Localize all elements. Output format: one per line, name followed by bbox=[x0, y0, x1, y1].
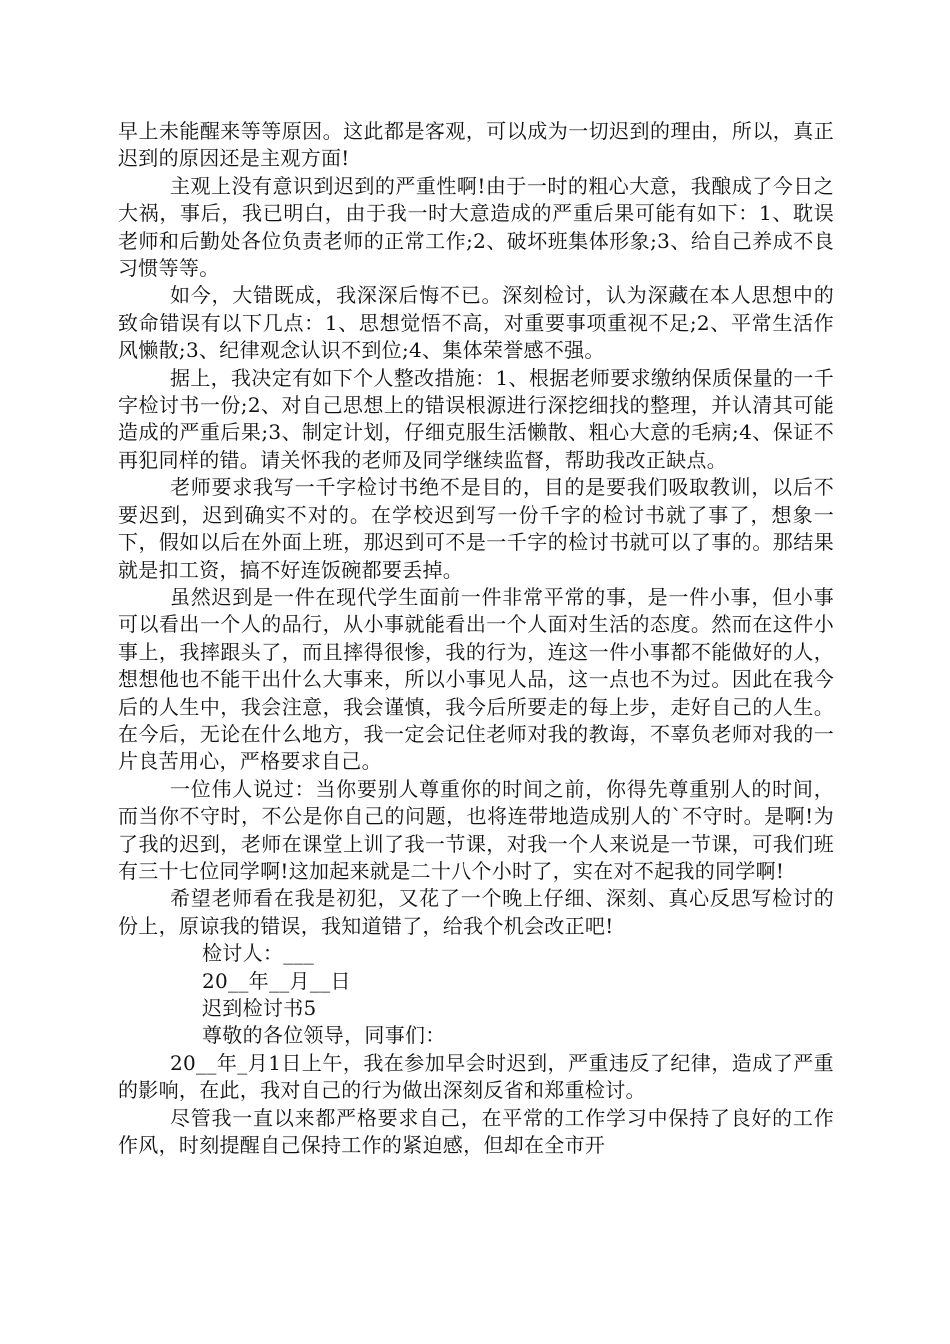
body-paragraph: 主观上没有意识到迟到的严重性啊!由于一时的粗心大意，我酿成了今日之大祸，事后，我已明白，由于我一时大意造成的严重后果可能有如下：1、耽误老师和后勤处各位负责老师的正常工作;2、破坏班集体形象;3、给自己养成不良习惯等等。 bbox=[118, 173, 834, 281]
section-title: 迟到检讨书5 bbox=[202, 996, 317, 1020]
body-paragraph: 20__年_月1日上午，我在参加早会时迟到，严重违反了纪律，造成了严重的影响，在此，我对自己的行为做出深刻反省和郑重检讨。 bbox=[118, 1050, 834, 1103]
date-line: 20__年__月__日 bbox=[202, 968, 351, 993]
document-page bbox=[118, 118, 834, 1159]
body-paragraph: 早上未能醒来等等原因。这此都是客观，可以成为一切迟到的理由，所以，真正迟到的原因还是主观方面! bbox=[118, 119, 834, 171]
signature-line: 检讨人：___ bbox=[202, 941, 315, 966]
body-paragraph: 一位伟人说过：当你要别人尊重你的时间之前，你得先尊重别人的时间，而当你不守时，不公是你自己的问题，也将连带地造成别人的`不守时。是啊!为了我的迟到，老师在课堂上训了我一节课，对我一个人来说是一节课，可我们班有三十七位同学啊!这加起来就是二十八个小时了，实在对不起我的同学啊! bbox=[118, 776, 834, 883]
body-paragraph: 据上，我决定有如下个人整改措施：1、根据老师要求缴纳保质保量的一千字检讨书一份;2、对自己思想上的错误根源进行深挖细找的整理，并认清其可能造成的严重后果;3、制定计划，仔细克服生活懒散、粗心大意的毛病;4、保证不再犯同样的错。请关怀我的老师及同学继续监督，帮助我改正缺点。 bbox=[118, 365, 834, 472]
salutation: 尊敬的各位领导，同事们： bbox=[202, 1023, 446, 1048]
body-paragraph: 希望老师看在我是初犯，又花了一个晚上仔细、深刻、真心反思写检讨的份上，原谅我的错误，我知道错了，给我个机会改正吧! bbox=[118, 886, 834, 938]
body-paragraph: 老师要求我写一千字检讨书绝不是目的，目的是要我们吸取教训，以后不要迟到，迟到确实不对的。在学校迟到写一份千字的检讨书就了事了，想象一下，假如以后在外面上班，那迟到可不是一千字的检讨书就可以了事的。那结果就是扣工资，搞不好连饭碗都要丢掉。 bbox=[118, 475, 834, 582]
body-paragraph: 虽然迟到是一件在现代学生面前一件非常平常的事，是一件小事，但小事可以看出一个人的品行，从小事就能看出一个人面对生活的态度。然而在这件小事上，我摔跟头了，而且摔得很惨，我的行为，连这一件小事都不能做好的人，想想他也不能干出什么大事来，所以小事见人品，这一点也不为过。因此在我今后的人生中，我会注意，我会谨慎，我今后所要走的每上步，走好自己的人生。在今后，无论在什么地方，我一定会记住老师对我的教诲，不辜负老师对我的一片良苦用心，严格要求自己。 bbox=[118, 584, 834, 774]
body-paragraph: 尽管我一直以来都严格要求自己，在平常的工作学习中保持了良好的工作作风，时刻提醒自己保持工作的紧迫感，但却在全市开 bbox=[118, 1105, 834, 1158]
body-paragraph: 如今，大错既成，我深深后悔不已。深刻检讨，认为深藏在本人思想中的致命错误有以下几点：1、思想觉悟不高，对重要事项重视不足;2、平常生活作风懒散;3、纪律观念认识不到位;4、集体荣誉感不强。 bbox=[118, 283, 834, 363]
